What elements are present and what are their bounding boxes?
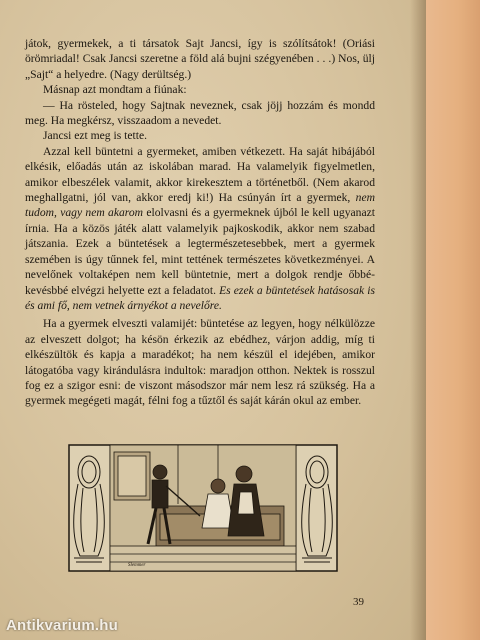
- text-run: Másnap azt mondtam a fiúnak:: [43, 83, 187, 97]
- text-run: játok, gyermekek, a ti társatok Sajt Jancsi, így is szólítsátok! (Oriási örömriadal! Csak Jancsi szeretne a föld alá bujni szégyenében . . .) Nos, ülj „Sajt“ a helyedre. (Nagy derültség.): [25, 37, 375, 81]
- paragraph: [25, 82, 375, 97]
- paragraph: [25, 98, 375, 129]
- paragraph: [25, 316, 375, 408]
- italic-text: Es ezek a büntetések hatásosak is és ami fő, nem vetnek árnyékot a nevelőre.: [25, 283, 375, 312]
- paragraph: [25, 128, 375, 143]
- italic-text: nem tudom, vagy nem akarom: [25, 191, 375, 220]
- paragraph: [25, 144, 375, 313]
- illustration-signature: Slemmer: [128, 563, 146, 568]
- watermark: Antikvarium.hu: [6, 617, 118, 634]
- body-text: [25, 36, 375, 409]
- paragraph: [25, 36, 375, 82]
- text-run: Azzal kell büntetni a gyermeket, amiben vétkezett. Ha saját hibájából elkésik, előadás után az iskolában marad. Ha valamelyik figyelmetlen, amikor elbeszélek valamit, akkor kirekesztem a történetből. (Nem akarod meghallgatni, jól van, akkor eredj ki!) Ha csúnyán írt a gyermek,: [25, 144, 375, 205]
- page-number: 39: [353, 596, 364, 608]
- page-gutter-shadow: [410, 0, 426, 640]
- text-run: elolvasni és a gyermeknek újból le kell ugyanazt írnia. Ha a közös játék alatt valamelyik pajkoskodik, akkor nem szabad játszania. Ezek a büntetések a legtermészetesebbek, mert a gyermek szemében is úgy tűnnek fel, mint tettének természetes következményei. A nevelőnek voltaképen nem kell büntetnie, mert a dolgok rendje őbbé-kevésbbé elvégzi helyette ezt a feladatot.: [25, 206, 375, 297]
- text-run: Jancsi ezt meg is tette.: [43, 129, 147, 143]
- background-strip: [426, 0, 480, 640]
- text-run: — Ha rösteled, hogy Sajtnak neveznek, csak jöjj hozzám és mondd meg. Ha megkérsz, visszaadom a nevedet.: [25, 98, 375, 128]
- illustration: [68, 444, 338, 572]
- text-run: Ha a gyermek elveszti valamijét: büntetése az legyen, hogy nélkülözze az elveszett dolgot; ha késön érkezik az ebédhez, várjon addig, míg ti elkészültök és kapja a maradékot; ha nem készül el idejében, amikor látogatóba vagy kirándulásra indultok: maradjon otthon. Nektek is rosszul fog ez a szigor esni: de viszont másodszor már nem lesz rá szükség. Ha a gyermek megégeti magát, félni fog a tűztől és saját kárán okul az ember.: [25, 317, 375, 408]
